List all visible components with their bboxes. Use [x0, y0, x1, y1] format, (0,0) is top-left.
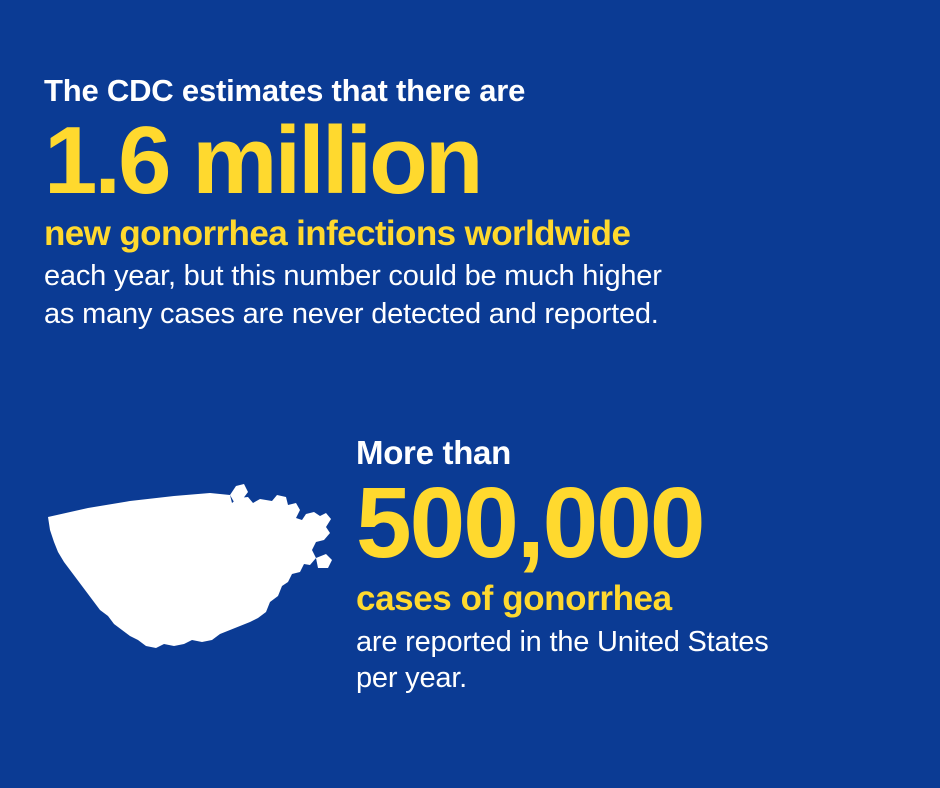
united-states-map-icon	[34, 470, 344, 670]
more-than-text: More than	[356, 434, 511, 471]
worldwide-stat-block	[44, 74, 924, 333]
reported-text-line-1: are reported in the United States	[356, 625, 769, 658]
headline-number: 1.6 million	[44, 107, 481, 215]
body-text-line-2: as many cases are never detected and reported.	[44, 297, 659, 330]
headline-subtext: new gonorrhea infections worldwide	[44, 214, 631, 254]
body-text-line-1: each year, but this number could be much higher	[44, 260, 662, 293]
intro-text: The CDC estimates that there are	[44, 73, 526, 108]
us-case-number: 500,000	[356, 467, 704, 580]
cases-subtext: cases of gonorrhea	[356, 579, 672, 619]
us-stat-block	[356, 435, 926, 696]
reported-text-line-2: per year.	[356, 661, 468, 694]
